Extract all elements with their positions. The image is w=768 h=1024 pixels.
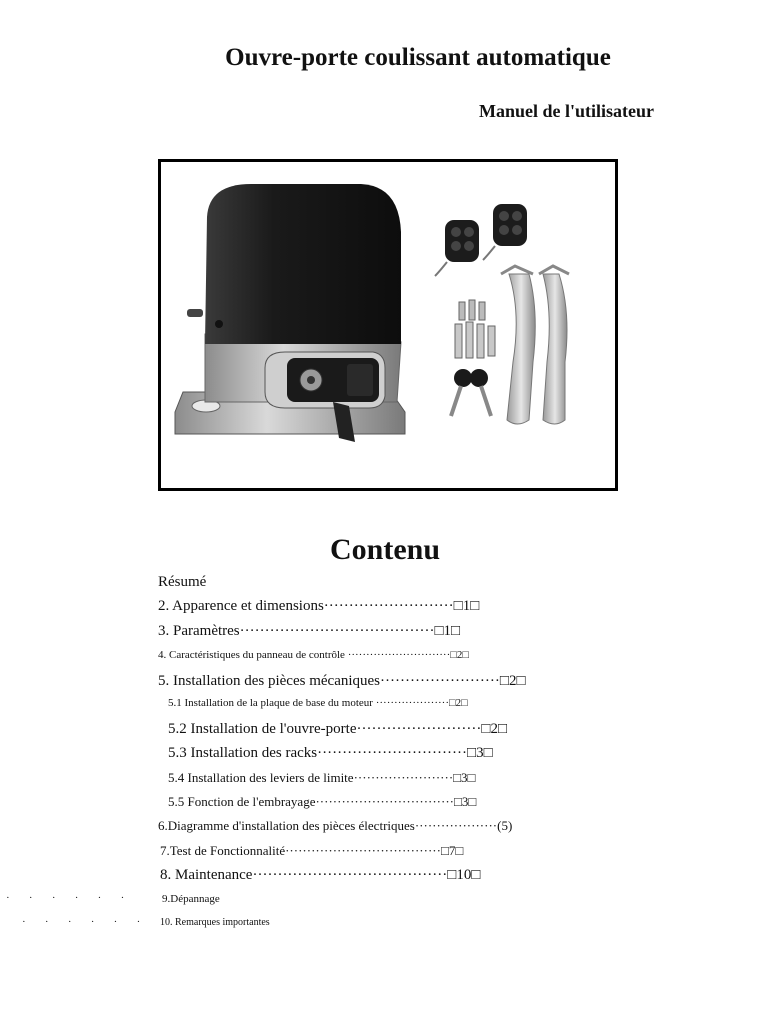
toc-page-number: 3 xyxy=(461,770,468,785)
toc-open-bracket: □ xyxy=(453,598,463,614)
toc-page-number: 7 xyxy=(448,843,456,858)
toc-entry-label: Résumé xyxy=(158,574,207,590)
document-subtitle: Manuel de l'utilisateur xyxy=(479,101,654,121)
toc-open-bracket: □ xyxy=(481,721,491,737)
toc-open-bracket: □ xyxy=(448,697,456,709)
toc-page-number: 2 xyxy=(456,649,463,661)
toc-leader-dots: ·························· xyxy=(323,598,454,614)
toc-leader-dots: ························· xyxy=(356,721,482,737)
limit-levers-icon xyxy=(501,266,569,424)
toc-entry-label: 10. Remarques importantes xyxy=(160,917,270,928)
toc-close-bracket: □ xyxy=(461,697,468,709)
toc-leader-dots: ································ xyxy=(315,794,454,809)
toc-page-number: 1 xyxy=(443,623,452,639)
toc-page-number: 2 xyxy=(455,697,462,709)
toc-entry-label: 8. Maintenance xyxy=(160,867,253,883)
toc-close-bracket: □ xyxy=(468,794,477,809)
toc-leader-dots: ···························· xyxy=(347,649,451,661)
toc-open-bracket: □ xyxy=(440,843,449,858)
toc-entry[interactable] xyxy=(168,771,475,784)
toc-entry[interactable] xyxy=(160,868,480,883)
toc-page-number: 1 xyxy=(462,598,471,614)
toc-entry-label: 5.3 Installation des racks xyxy=(168,745,318,761)
toc-entry[interactable] xyxy=(168,746,493,761)
toc-entry[interactable] xyxy=(160,918,270,928)
toc-close-bracket: □ xyxy=(471,867,481,883)
toc-entry-label: 5.4 Installation des leviers de limite xyxy=(168,770,354,785)
toc-leader-dots: ······························ xyxy=(317,745,467,761)
toc-open-bracket: □ xyxy=(450,649,457,661)
toc-page-number: 3 xyxy=(476,745,484,761)
toc-close-bracket: □ xyxy=(516,673,526,689)
toc-entry-label: 4. Caractéristiques du panneau de contrôle xyxy=(158,649,348,661)
toc-page-number: 10 xyxy=(456,867,472,883)
toc-close-bracket: □ xyxy=(470,598,480,614)
toc-close-bracket: □ xyxy=(462,649,470,661)
remote-control-icon xyxy=(435,220,479,276)
toc-close-bracket: □ xyxy=(483,745,493,761)
toc-entry-label: 2. Apparence et dimensions xyxy=(158,598,324,614)
toc-page-number: (5) xyxy=(497,818,513,833)
toc-entry-label: 9.Dépannage xyxy=(162,893,220,905)
toc-entry-label: 5.2 Installation de l'ouvre-porte xyxy=(168,721,357,737)
toc-entry[interactable] xyxy=(160,844,463,857)
toc-open-bracket: □ xyxy=(434,623,444,639)
toc-open-bracket: □ xyxy=(499,673,509,689)
toc-close-bracket: □ xyxy=(497,721,507,737)
toc-entry[interactable] xyxy=(158,819,512,832)
keys-icon xyxy=(451,369,491,416)
toc-open-bracket: □ xyxy=(454,794,462,809)
toc-page-number: 2 xyxy=(490,721,498,737)
toc-entry[interactable] xyxy=(168,698,468,709)
toc-leader-dots: ······································· xyxy=(252,867,448,883)
toc-entry-label: 7.Test de Fonctionnalité xyxy=(160,843,286,858)
toc-entry[interactable] xyxy=(168,795,476,808)
toc-leader-dots: ···················· xyxy=(375,697,449,709)
toc-leader-dots: ························ xyxy=(380,673,500,689)
toc-entry[interactable] xyxy=(158,650,469,661)
toc-close-bracket: □ xyxy=(455,843,464,858)
toc-entry-label: 5.1 Installation de la plaque de base du moteur xyxy=(168,697,376,709)
toc-entry[interactable] xyxy=(158,599,479,614)
toc-close-bracket: □ xyxy=(451,623,461,639)
toc-entry-label: 3. Paramètres xyxy=(158,623,240,639)
toc-entry-label: 6.Diagramme d'installation des pièces électriques xyxy=(158,818,415,833)
scan-artifact-dots: · · · · · · xyxy=(22,916,141,928)
toc-entry-label: 5.5 Fonction de l'embrayage xyxy=(168,794,316,809)
product-photo xyxy=(158,159,618,491)
toc-leader-dots: ······································· xyxy=(239,623,435,639)
toc-open-bracket: □ xyxy=(467,745,477,761)
toc-leader-dots: ··················· xyxy=(414,818,498,833)
contents-heading: Contenu xyxy=(329,533,441,566)
toc-entry[interactable] xyxy=(162,894,220,905)
toc-page-number: 2 xyxy=(508,673,517,689)
toc-entry[interactable] xyxy=(158,624,460,639)
document-title: Ouvre-porte coulissant automatique xyxy=(225,44,611,71)
scan-artifact-dots: · · · · · · xyxy=(6,892,125,904)
screws-icon xyxy=(455,300,495,358)
toc-entry[interactable] xyxy=(168,722,507,737)
remote-control-icon xyxy=(483,204,527,260)
toc-open-bracket: □ xyxy=(453,770,462,785)
toc-entry-label: 5. Installation des pièces mécaniques xyxy=(158,673,381,689)
toc-entry[interactable] xyxy=(158,674,526,689)
toc-close-bracket: □ xyxy=(467,770,476,785)
toc-leader-dots: ···································· xyxy=(285,843,441,858)
motor-unit-icon xyxy=(175,184,405,442)
toc-entry[interactable] xyxy=(158,575,206,590)
toc-page-number: 3 xyxy=(461,794,469,809)
toc-open-bracket: □ xyxy=(447,867,457,883)
toc-leader-dots: ······················· xyxy=(353,770,454,785)
